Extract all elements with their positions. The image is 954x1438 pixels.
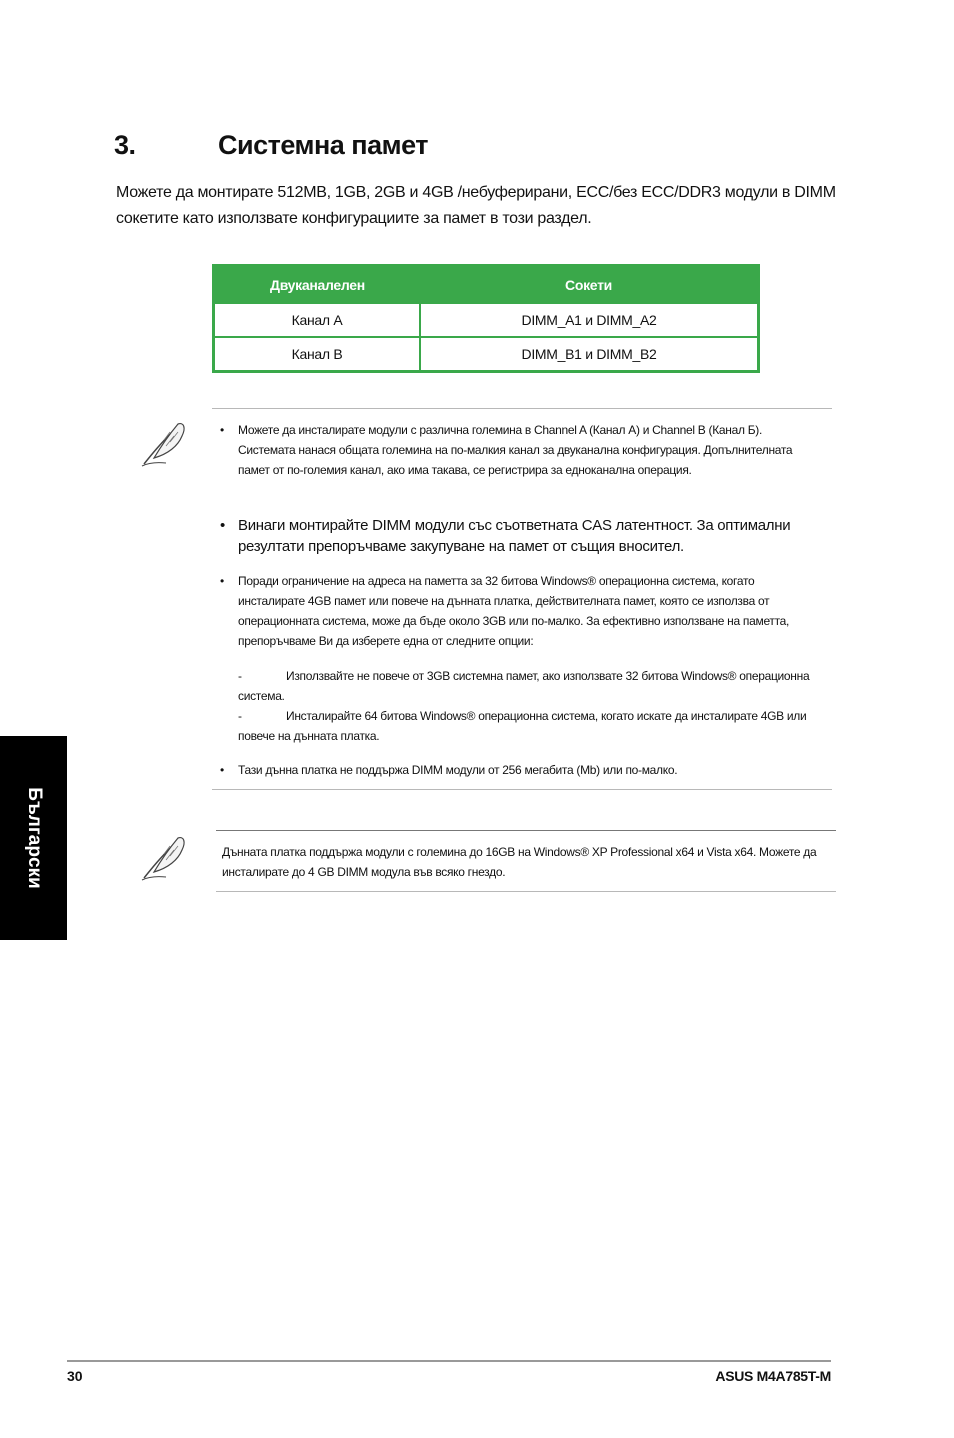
section-number: 3. [114, 130, 136, 160]
memory-config-table [212, 264, 760, 373]
intro-paragraph: Можете да монтирате 512MB, 1GB, 2GB и 4GB /небуферирани, ECC/без ECC/DDR3 модули в DIMM сокетите като използвате конфигурациите за памет в този раздел. [116, 184, 836, 227]
product-model: ASUS M4A785T-M [715, 1368, 831, 1384]
table-header-row [214, 266, 759, 304]
table-header-sockets: Сокети [420, 266, 759, 304]
table-cell-channel: Канал B [214, 337, 421, 372]
note-text: Дънната платка поддържа модули с големина до 16GB на Windows® XP Professional x64 и Vista x64. Можете да инсталирате до 4 GB DIMM модула във всяко гнездо. [222, 845, 817, 879]
feather-note-icon [140, 832, 188, 882]
note-bullet: • Винаги монтирайте DIMM модули със съответната CAS латентност. За оптимални резултати препоръчваме закупуване на памет от същия вносител. [220, 517, 791, 555]
table-header-channel: Двуканалелен [214, 266, 421, 304]
section-title: Системна памет [218, 130, 428, 160]
table-row [214, 337, 759, 372]
note-sub-option: - Използвайте не повече от 3GB системна памет, ако използвате 32 битова Windows® операционна система. [238, 669, 810, 703]
footer-divider [67, 1360, 831, 1362]
table-row [214, 303, 759, 337]
feather-note-icon [140, 418, 188, 468]
table-cell-sockets: DIMM_A1 и DIMM_A2 [420, 303, 759, 337]
page-number: 30 [67, 1368, 83, 1384]
table-cell-sockets: DIMM_B1 и DIMM_B2 [420, 337, 759, 372]
language-label: Български [23, 787, 45, 889]
table-cell-channel: Канал A [214, 303, 421, 337]
note-sub-option: - Инсталирайте 64 битова Windows® операционна система, когато искате да инсталирате 4GB или повече на дънната платка. [238, 709, 807, 743]
note-bullet: • Поради ограничение на адреса на паметта за 32 битова Windows® операционна система, когато инсталирате 4GB памет или повече на дънната платка, действителната памет, която се използва от операционната система, може да бъде около 3GB или по-малко. За ефективно използване на паметта, препоръчваме Ви да изберете една от следните опции: [220, 574, 790, 648]
language-side-tab [0, 736, 67, 940]
note-bullet: • Тази дънна платка не поддържа DIMM модули от 256 мегабита (Mb) или по-малко. [220, 763, 678, 777]
note-bullet: • Можете да инсталирате модули с различна големина в Channel A (Канал A) и Channel B (Канал Б). Системата нанася общата големина на по-малкия канал за двуканална конфигурация. Допълнителната памет от по-големия канал, ако има такава, се регистрира за едноканална операция. [220, 423, 793, 477]
section-heading [114, 130, 428, 161]
